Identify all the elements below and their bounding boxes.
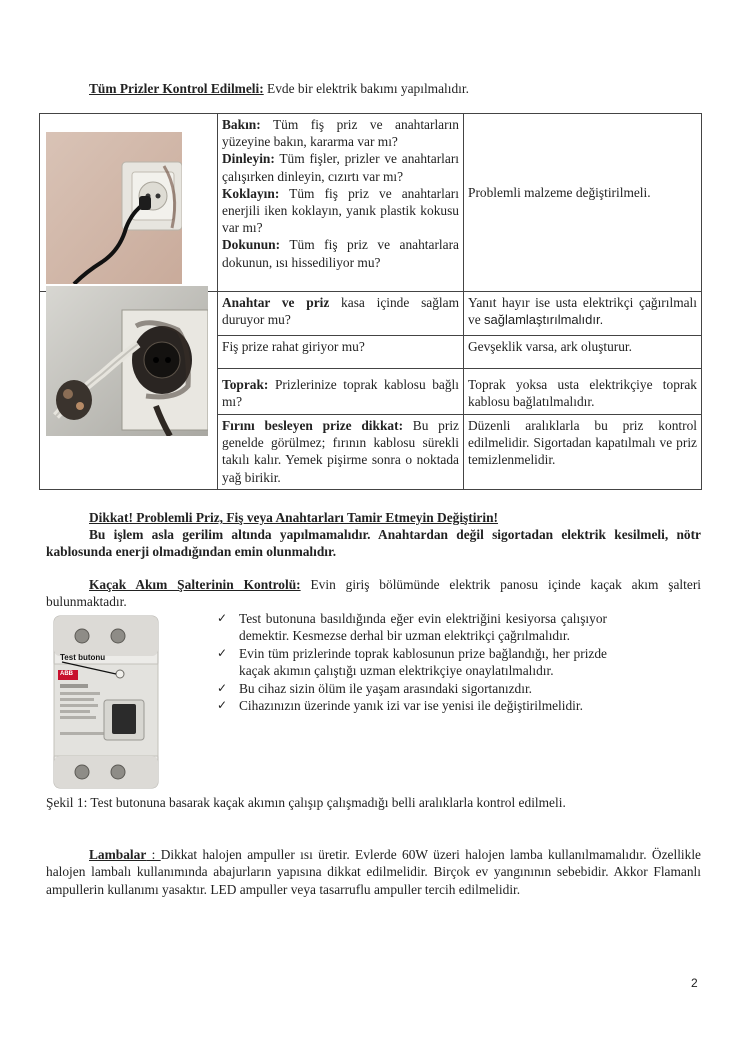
figure-caption: Şekil 1: Test butonuna basarak kaçak akımın çalışıp çalışmadığı belli aralıklarla kontrol edilmeli.: [46, 795, 566, 810]
warning-title: Dikkat! Problemli Priz, Fiş veya Anahtarları Tamir Etmeyin Değiştirin!: [89, 510, 499, 525]
list-item: [217, 610, 607, 645]
test-button-callout: Test butonu: [60, 653, 106, 662]
checkmark-icon: ✓: [217, 611, 228, 625]
koklayin-label: Koklayın:: [222, 185, 280, 201]
list-item-text: Bu cihaz sizin ölüm ile yaşam arasındaki sigortanızdır.: [239, 680, 533, 696]
rcd-intro: [46, 576, 701, 611]
answer-text: Toprak yoksa usta elektrikçiye toprak kablosu bağlatılmalıdır.: [468, 377, 697, 410]
question-label: Toprak:: [222, 377, 269, 392]
check-cell-mounting: [218, 292, 464, 336]
answer-text: Yanıt hayır ise usta elektrikçi çağırılmalı ve: [468, 295, 697, 328]
question-text: Fiş prize rahat giriyor mu?: [222, 339, 365, 354]
check-cell-oven: [218, 415, 464, 490]
answer-cell: [464, 292, 702, 336]
checkmark-icon: ✓: [217, 698, 228, 713]
question-text: Bu priz genelde görülmez; fırının kablosu sürekli takılı kalır. Yemek pişirme sonra o noktada yağ birikir.: [222, 418, 459, 485]
wall-socket-photo: [46, 132, 182, 284]
rcd-label: Kaçak Akım Şalterinin Kontrolü:: [89, 577, 301, 592]
list-item: [217, 697, 607, 714]
answer-cell: [464, 336, 702, 369]
question-text: kasa içinde sağlam duruyor mu?: [222, 295, 459, 328]
warning-text: Bu işlem asla gerilim altında yapılmamalıdır. Anahtardan değil sigortadan elektrik kesilmeli, nötr kablosunda enerji olmadığından emin olunmalıdır.: [46, 527, 701, 560]
lamps-label: Lambalar: [89, 847, 147, 862]
table-row: [40, 114, 702, 292]
question-text: Prizlerinize toprak kablosu bağlı mı?: [222, 377, 459, 410]
lamps-paragraph: [46, 846, 701, 898]
answer-cell: [464, 415, 702, 490]
list-item: [217, 645, 607, 680]
list-item-text: Cihazınızın üzerinde yanık izi var ise yenisi ile değiştirilmelidir.: [239, 698, 583, 714]
answer-text: Gevşeklik varsa, ark oluşturur.: [468, 339, 632, 354]
page-number: 2: [691, 976, 698, 990]
check-cell-earth: [218, 369, 464, 415]
brand-logo: ABB: [60, 671, 73, 677]
lamps-text: Dikkat halojen ampuller ısı üretir. Evlerde 60W üzeri halojen lamba kullanılmamalıdır. Özellikle halojen lambalı kullanımında abajurların yapısına dikkat edilmelidir. Birçok ev yangınının sebebidir. Akkor Flamanlı ampullerin kullanımı yasaktır. LED ampuller veya tasarruflu ampuller tercih edilmelidir.: [46, 847, 701, 897]
lamps-sep: :: [146, 847, 161, 862]
dinleyin-text: Tüm fişler, prizler ve anahtarları çalışırken dinleyin, cızırtı var mı?: [222, 151, 459, 184]
answer-cell: [464, 369, 702, 415]
answer-text-sans: sağlamlaştırılmalıdır.: [484, 312, 604, 328]
section-heading-sockets: [89, 80, 709, 97]
heading-text: Evde bir elektrik bakımı yapılmalıdır.: [263, 81, 469, 96]
answer-text: Düzenli aralıklarla bu priz kontrol edilmelidir. Sigortadan kapatılmalı ve priz temizlenmelidir.: [468, 418, 697, 468]
rcd-device-image: [46, 612, 162, 792]
list-item-text: Evin tüm prizlerinde toprak kablosunun prize bağlandığı, her prizde kaçak akımın çalıştığı uzman elektrikçiye onaylatılmalıdır.: [239, 645, 607, 679]
dokunun-text: Tüm fiş priz ve anahtarlara dokunun, ısı hissediliyor mu?: [222, 237, 459, 270]
dinleyin-label: Dinleyin:: [222, 151, 275, 167]
checkmark-icon: ✓: [217, 645, 228, 660]
bakin-label: Bakın:: [222, 117, 261, 132]
burnt-socket-photo: [46, 286, 208, 436]
table-row: [40, 292, 702, 336]
koklayin-text: Tüm fiş priz ve anahtarları enerjili iken koklayın, yanık plastik kokusu var mı?: [222, 185, 459, 236]
answer-text: Problemli malzeme değiştirilmeli.: [468, 184, 651, 200]
list-item: [217, 680, 607, 697]
check-cell-plug-fit: [218, 336, 464, 369]
rcd-text: Evin giriş bölümünde elektrik panosu içinde kaçak akım şalteri bulunmaktadır.: [46, 577, 701, 610]
question-label: Fırını besleyen prize dikkat:: [222, 418, 404, 433]
list-item-text: Test butonuna basıldığında eğer evin elektriğini kesiyorsa çalışıyor demektir. Kesmezse derhal bir uzman elektrikçi çağrılmalıdır.: [239, 611, 607, 644]
photo-cell-burnt: [40, 292, 218, 490]
question-label: Anahtar ve priz: [222, 295, 330, 310]
dokunun-label: Dokunun:: [222, 237, 281, 253]
rcd-checklist: [217, 610, 607, 714]
photo-cell-socket: [40, 114, 218, 292]
checkmark-icon: ✓: [217, 680, 228, 695]
bakin-text: Tüm fiş priz ve anahtarların yüzeyine bakın, kararma var mı?: [222, 117, 459, 150]
answer-cell: [464, 114, 702, 292]
heading-label: Tüm Prizler Kontrol Edilmeli:: [89, 81, 264, 96]
check-cell-senses: [218, 114, 464, 292]
inspection-table: [39, 113, 702, 490]
